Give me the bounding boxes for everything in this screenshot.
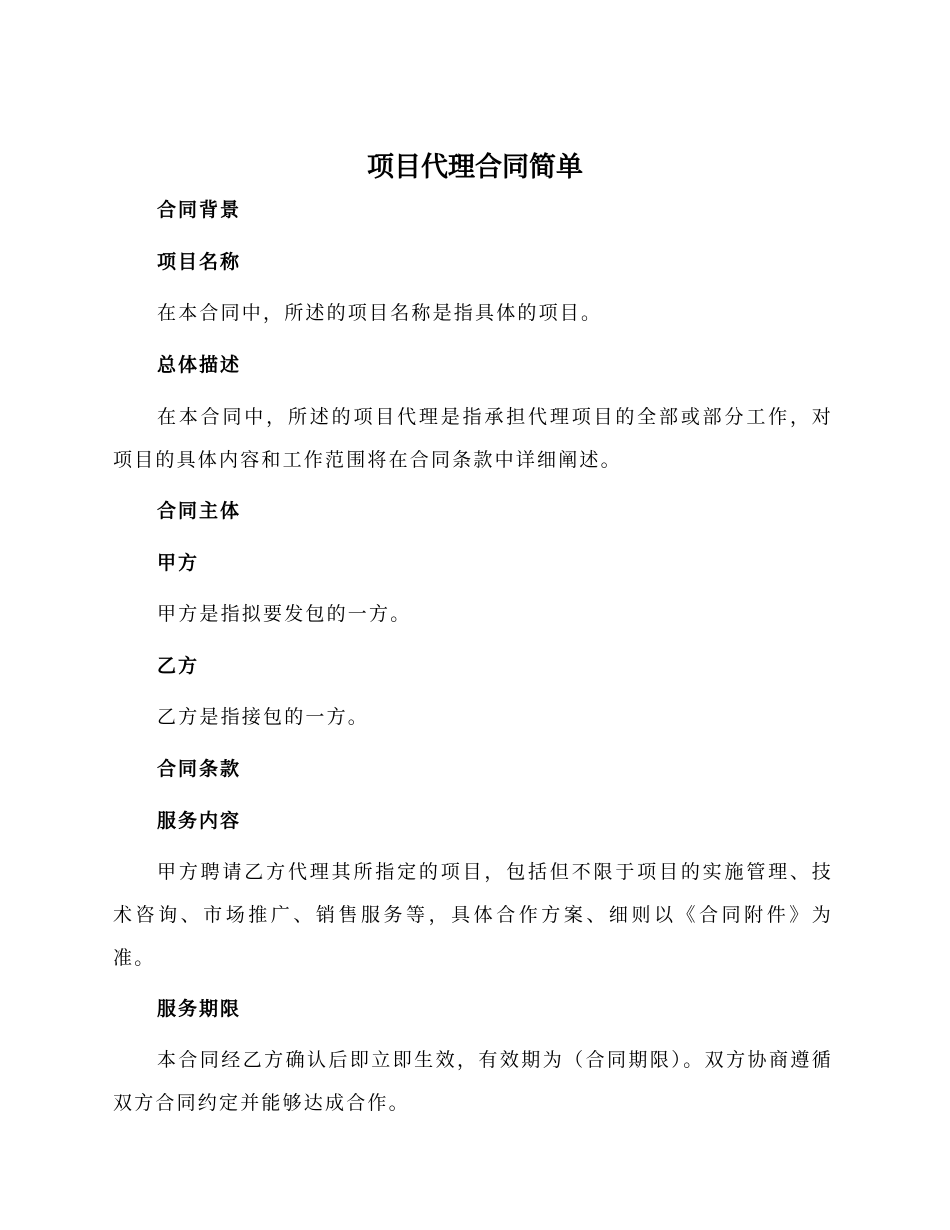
heading-overview: 总体描述 bbox=[157, 354, 242, 376]
paragraph-party-a: 甲方是指拟要发包的一方。 bbox=[157, 603, 412, 625]
heading-party-a: 甲方 bbox=[157, 552, 200, 574]
paragraph-party-b: 乙方是指接包的一方。 bbox=[157, 706, 370, 728]
section-heading-parties: 合同主体 bbox=[157, 500, 242, 522]
heading-service-period: 服务期限 bbox=[157, 998, 242, 1020]
heading-project-name: 项目名称 bbox=[157, 251, 242, 273]
section-heading-terms: 合同条款 bbox=[157, 758, 242, 780]
paragraph-service-period: 本合同经乙方确认后即立即生效，有效期为（合同期限）。双方协商遵循双方合同约定并能够达成合作。 bbox=[113, 1049, 833, 1114]
heading-party-b: 乙方 bbox=[157, 655, 200, 677]
document-title: 项目代理合同简单 bbox=[367, 152, 583, 183]
paragraph-overview: 在本合同中，所述的项目代理是指承担代理项目的全部或部分工作，对项目的具体内容和工作范围将在合同条款中详细阐述。 bbox=[113, 406, 833, 471]
paragraph-service-content: 甲方聘请乙方代理其所指定的项目，包括但不限于项目的实施管理、技术咨询、市场推广、销售服务等，具体合作方案、细则以《合同附件》为准。 bbox=[113, 861, 833, 969]
heading-service-content: 服务内容 bbox=[157, 810, 242, 832]
paragraph-project-name: 在本合同中，所述的项目名称是指具体的项目。 bbox=[157, 302, 603, 324]
section-heading-background: 合同背景 bbox=[157, 199, 242, 221]
